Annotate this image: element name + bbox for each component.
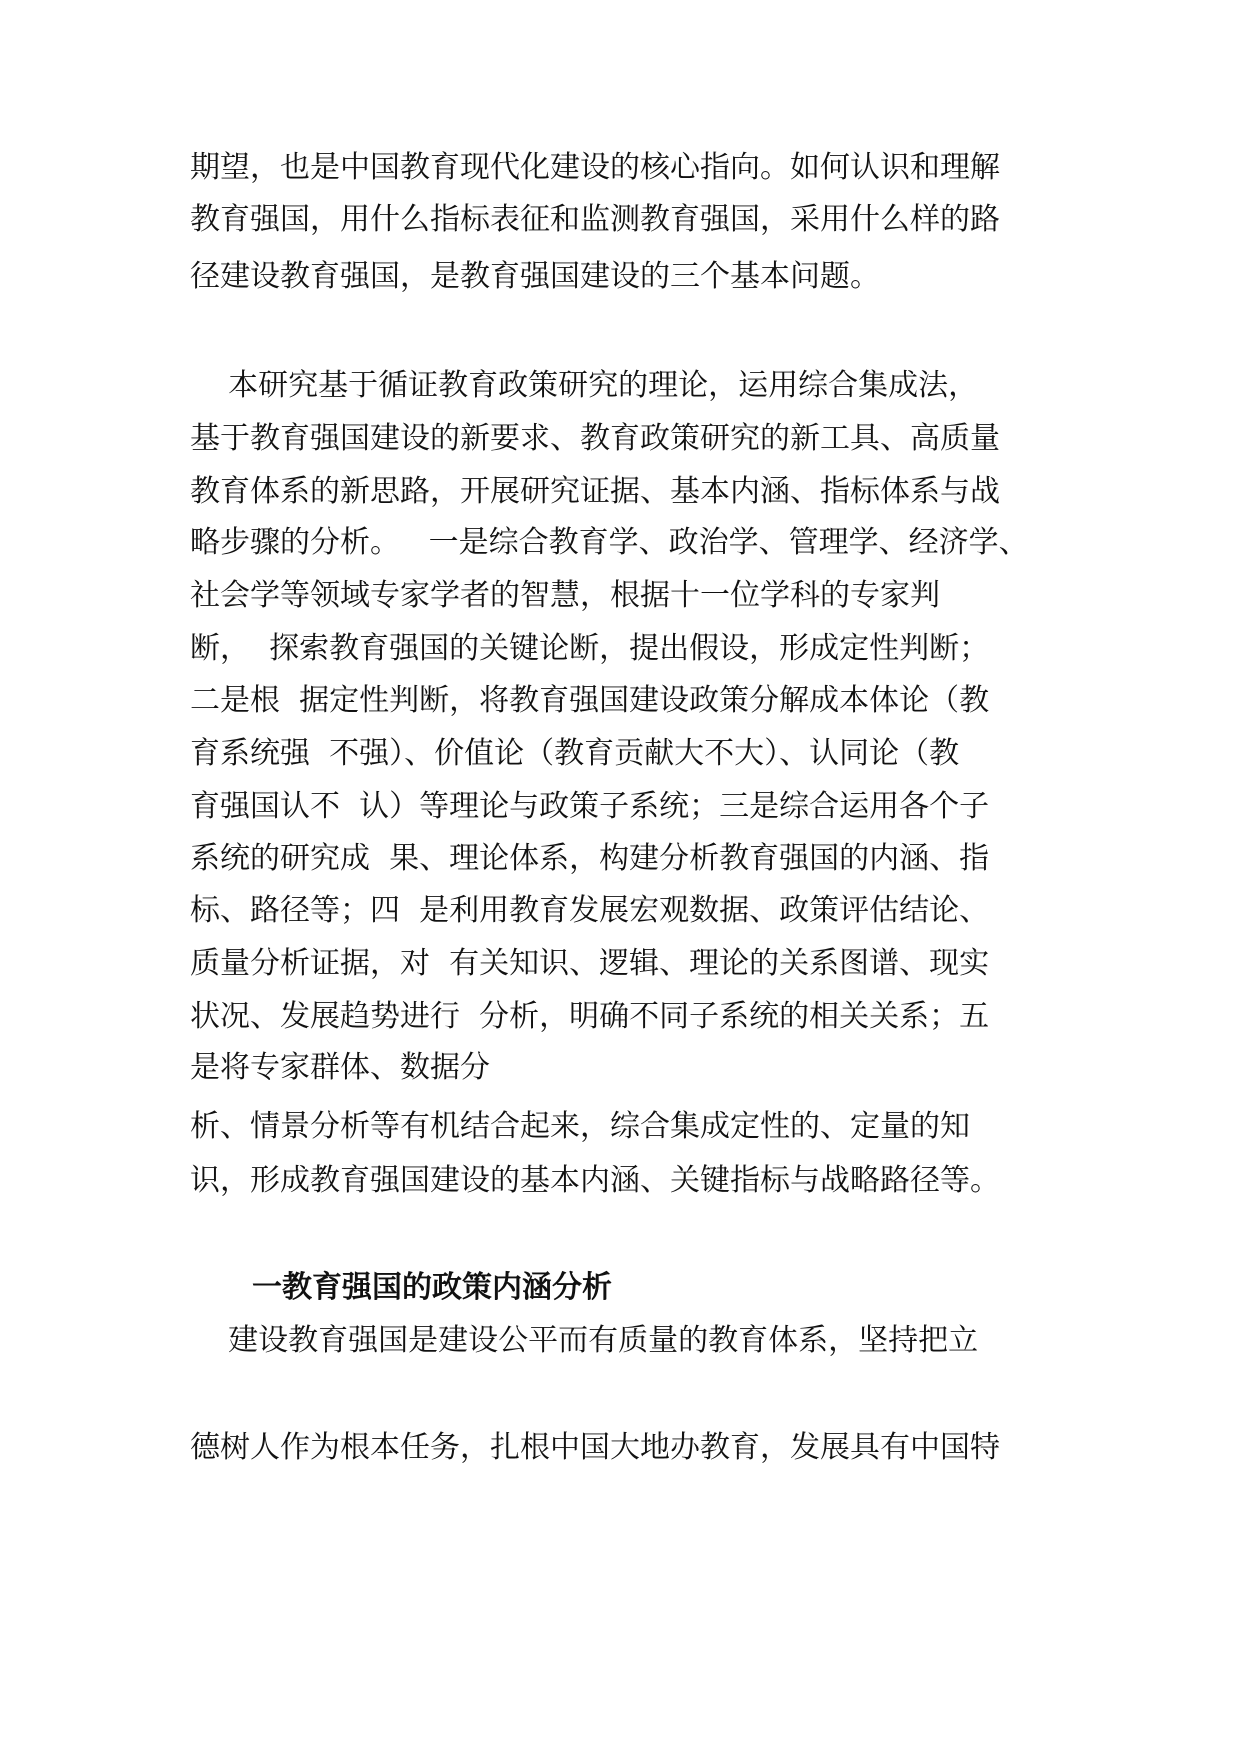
- paragraph-2-line-4: 略步骤的分析。 一是综合教育学、政治学、管理学、经济学、: [190, 525, 1029, 560]
- paragraph-1-line-1: 期望，也是中国教育现代化建设的核心指向。如何认识和理解: [190, 150, 1000, 185]
- paragraph-2-line-13: 状况、发展趋势进行 分析，明确不同子系统的相关关系；五: [190, 999, 990, 1034]
- paragraph-2-line-12: 质量分析证据，对 有关知识、逻辑、理论的关系图谱、现实: [190, 946, 990, 981]
- paragraph-2-line-7: 二是根 据定性判断，将教育强国建设政策分解成本体论（教: [190, 683, 990, 718]
- paragraph-2-line-1: 本研究基于循证教育政策研究的理论，运用综合集成法，: [190, 368, 979, 403]
- paragraph-2-line-5: 社会学等领域专家学者的智慧，根据十一位学科的专家判: [190, 578, 940, 613]
- paragraph-1-line-3: 径建设教育强国，是教育强国建设的三个基本问题。: [190, 259, 880, 294]
- paragraph-2-line-9: 育强国认不 认）等理论与政策子系统；三是综合运用各个子: [190, 789, 990, 824]
- paragraph-2-line-6: 断， 探索教育强国的关键论断，提出假设，形成定性判断；: [190, 631, 990, 666]
- paragraph-3-line-1: 析、情景分析等有机结合起来，综合集成定性的、定量的知: [190, 1109, 970, 1144]
- paragraph-4-line-2: 德树人作为根本任务，扎根中国大地办教育，发展具有中国特: [190, 1430, 1000, 1465]
- paragraph-2-line-2: 基于教育强国建设的新要求、教育政策研究的新工具、高质量: [190, 421, 1000, 456]
- section-heading: 一教育强国的政策内涵分析: [252, 1270, 612, 1305]
- paragraph-1-line-2: 教育强国，用什么指标表征和监测教育强国，采用什么样的路: [190, 202, 1000, 237]
- paragraph-2-line-8: 育系统强 不强）、价值论（教育贡献大不大）、认同论（教: [190, 736, 960, 771]
- paragraph-2-line-11: 标、路径等；四 是利用教育发展宏观数据、政策评估结论、: [190, 893, 990, 928]
- paragraph-2-line-3: 教育体系的新思路，开展研究证据、基本内涵、指标体系与战: [190, 474, 1000, 509]
- paragraph-3-line-2: 识，形成教育强国建设的基本内涵、关键指标与战略路径等。: [190, 1163, 1000, 1198]
- paragraph-2-line-10: 系统的研究成 果、理论体系，构建分析教育强国的内涵、指: [190, 841, 990, 876]
- paragraph-2-line-14: 是将专家群体、数据分: [190, 1050, 490, 1085]
- paragraph-4-line-1: 建设教育强国是建设公平而有质量的教育体系，坚持把立: [190, 1323, 979, 1358]
